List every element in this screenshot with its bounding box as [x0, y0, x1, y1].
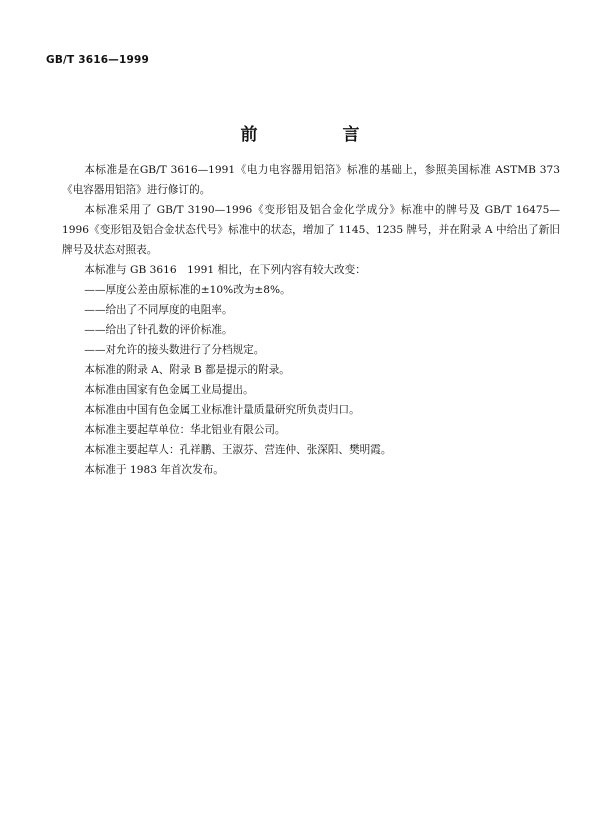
paragraph-drafting-unit: 本标准主要起草单位：华北铝业有限公司。: [84, 424, 286, 436]
document-body: [62, 160, 560, 480]
page-title: 前 言: [240, 125, 394, 145]
paragraph-basis: 本标准是在GB/T 3616—1991《电力电容器用铝箔》标准的基础上，参照美国标准 ASTMB 373《电容器用铝箔》进行修订的。: [62, 164, 560, 196]
paragraph-appendix: 本标准的附录 A、附录 B 都是提示的附录。: [84, 364, 290, 376]
list-item: ——给出了针孔数的评价标准。: [84, 324, 233, 336]
paragraph-changes-intro: 本标准与 GB 3616 1991 相比，在下列内容有较大改变：: [84, 264, 366, 276]
paragraph-proposer: 本标准由国家有色金属工业局提出。: [84, 384, 254, 396]
list-item: ——厚度公差由原标准的±10%改为±8%。: [84, 284, 291, 296]
list-item: ——对允许的接头数进行了分档规定。: [84, 344, 265, 356]
paragraph-centralizer: 本标准由中国有色金属工业标准计量质量研究所负责归口。: [84, 404, 360, 416]
list-item: ——给出了不同厚度的电阻率。: [84, 304, 233, 316]
paragraph-drafters: 本标准主要起草人：孔祥鹏、王淑芬、营连仲、张深阳、樊明霞。: [84, 444, 392, 456]
standard-code: GB/T 3616—1999: [46, 54, 150, 66]
paragraph-first-issue: 本标准于 1983 年首次发布。: [84, 464, 224, 476]
paragraph-grades: 本标准采用了 GB/T 3190—1996《变形铝及铝合金化学成分》标准中的牌号及 GB/T 16475—1996《变形铝及铝合金状态代号》标准中的状态，增加了 1145、1235 牌号，并在附录 A 中给出了新旧牌号及状态对照表。: [62, 204, 560, 256]
